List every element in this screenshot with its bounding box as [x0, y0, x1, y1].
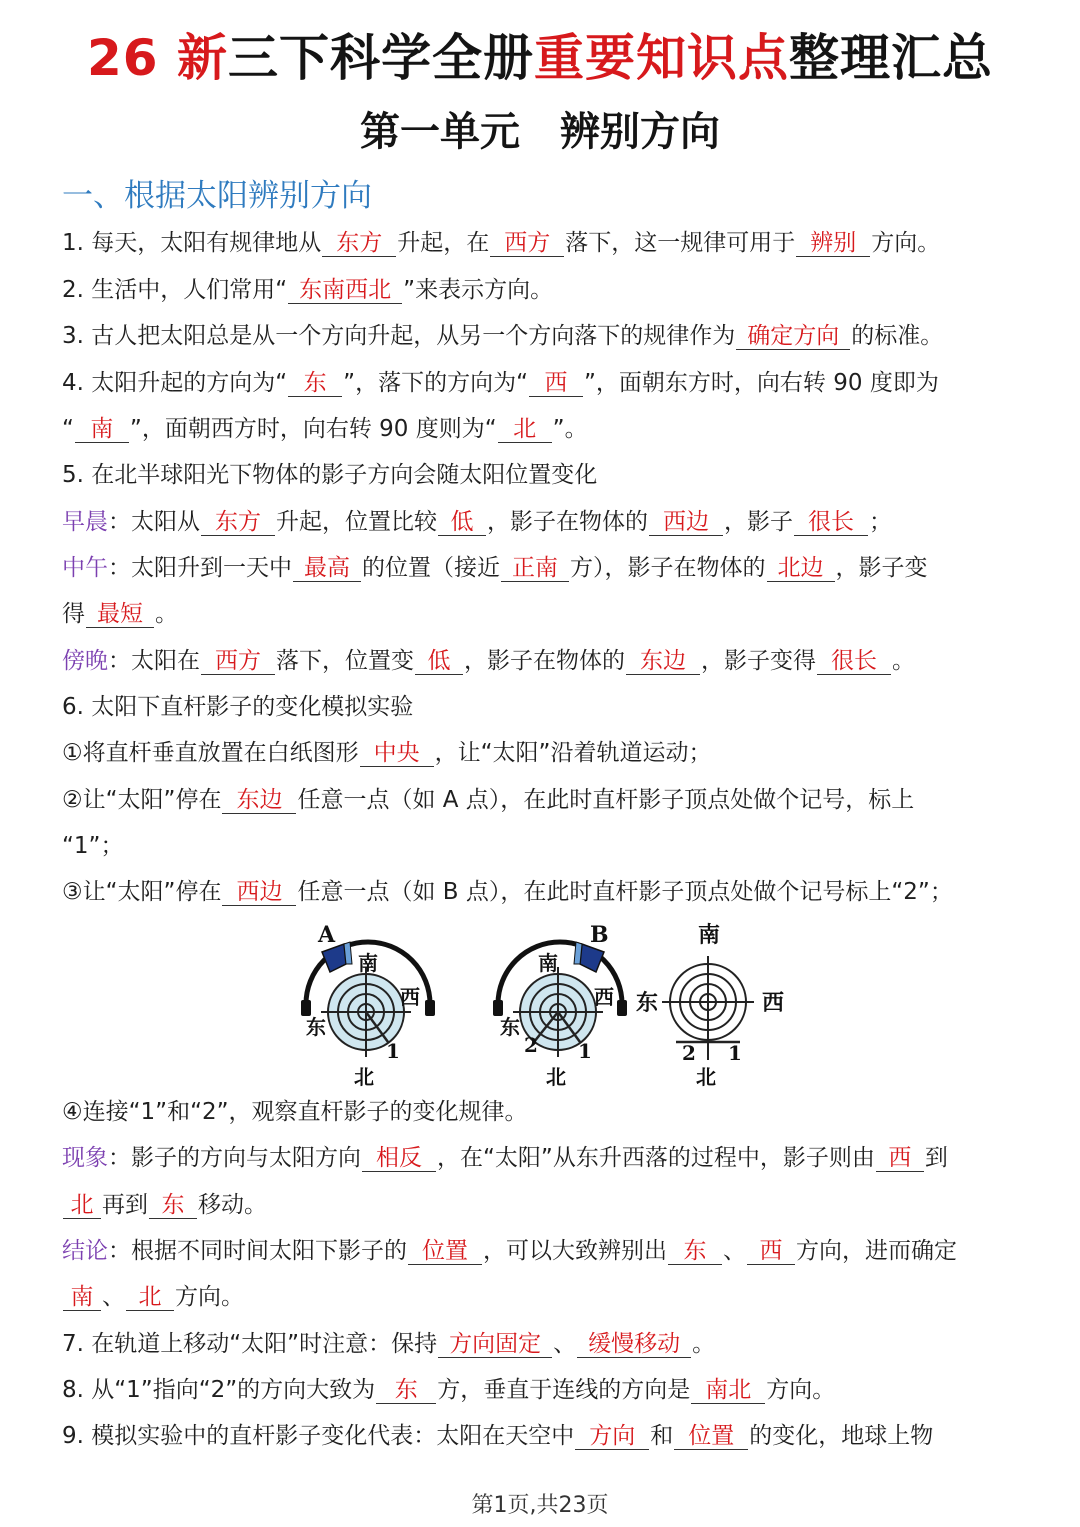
answer-blank: 位置: [674, 1423, 748, 1450]
answer-blank: 东方: [201, 509, 275, 536]
item-2: 2. 生活中，人们常用“ 东南西北 ”来表示方向。: [62, 277, 554, 303]
mark-2-label: 2: [682, 1041, 696, 1065]
west-label: 西: [400, 985, 420, 1009]
sun-label: B: [590, 922, 609, 948]
answer-blank: 南北: [691, 1377, 765, 1404]
answer-blank: 正南: [501, 555, 569, 582]
answer-blank: 位置: [408, 1238, 482, 1265]
answer-blank: 西: [529, 370, 583, 397]
step-1: ①将直杆垂直放置在白纸图形 中央 ，让“太阳”沿着轨道运动；: [62, 740, 712, 766]
diagram-sun-west: [493, 922, 627, 1089]
answer-blank: 北: [63, 1192, 101, 1219]
answer-blank: 方向: [575, 1423, 649, 1450]
answer-blank: 东边: [626, 648, 700, 675]
step-3: ③让“太阳”停在 西边 任意一点（如 B 点），在此时直杆影子顶点处做个记号标上“2”；: [62, 879, 953, 905]
page-indicator: 第1页,共23页: [471, 1493, 609, 1518]
item-9: 9. 模拟实验中的直杆影子变化代表：太阳在天空中 方向 和 位置 的变化，地球上物: [62, 1423, 934, 1449]
answer-blank: 东边: [222, 787, 296, 814]
document-title: 26 新三下科学全册重要知识点整理汇总: [87, 29, 993, 87]
item-4-cont: “ 南 ”，面朝西方时，向右转 90 度则为“ 北 ”。: [62, 416, 588, 442]
answer-blank: 东: [668, 1238, 722, 1265]
answer-blank: 低: [415, 648, 463, 675]
answer-blank: 相反: [362, 1145, 436, 1172]
label-evening: 傍晚: [62, 648, 108, 674]
answer-blank: 最短: [86, 601, 154, 628]
answer-blank: 南: [75, 416, 129, 443]
east-label: 东: [636, 990, 659, 1016]
phenomenon-line-cont: 北 再到 东 移动。: [62, 1190, 1027, 1220]
answer-blank: 北边: [767, 555, 835, 582]
answer-blank: 西: [876, 1145, 924, 1172]
morning-line: 早晨：太阳从 东方 升起，位置比较 低 ，影子在物体的 西边 ，影子 很长 ；: [62, 509, 892, 535]
mark-2-label: 2: [524, 1033, 538, 1057]
diagram-sun-east: [301, 922, 435, 1089]
label-noon: 中午: [62, 555, 108, 581]
answer-blank: 南: [63, 1284, 101, 1311]
west-label: 西: [594, 985, 614, 1009]
conclusion-line-cont: 南 、 北 方向。: [62, 1282, 1027, 1312]
east-label: 东: [306, 1015, 326, 1039]
east-label: 东: [500, 1015, 520, 1039]
answer-blank: 西: [747, 1238, 795, 1265]
answer-blank: 中央: [360, 740, 434, 767]
north-label: 北: [546, 1065, 566, 1089]
mark-1-label: 1: [728, 1041, 742, 1065]
item-3: 3. 古人把太阳总是从一个方向升起，从另一个方向落下的规律作为 确定方向 的标准。: [62, 323, 944, 349]
north-label: 北: [354, 1065, 374, 1089]
item-1: 1. 每天，太阳有规律地从 东方 升起，在 西方 落下，这一规律可用于 辨别 方向。: [62, 230, 941, 256]
step-2: ②让“太阳”停在 东边 任意一点（如 A 点），在此时直杆影子顶点处做个记号，标上: [62, 787, 915, 813]
sun-label: A: [318, 922, 336, 948]
conclusion-line: 结论：根据不同时间太阳下影子的 位置 ，可以大致辨别出 东 、 西 方向，进而确定: [62, 1238, 957, 1264]
answer-blank: 东: [149, 1192, 197, 1219]
north-label: 北: [696, 1065, 716, 1089]
item-7: 7. 在轨道上移动“太阳”时注意：保持 方向固定 、 缓慢移动 。: [62, 1331, 716, 1357]
item-6: 6. 太阳下直杆影子的变化模拟实验: [62, 694, 414, 720]
label-conclusion: 结论: [62, 1238, 108, 1264]
answer-blank: 辨别: [796, 230, 870, 257]
answer-blank: 西方: [201, 648, 275, 675]
diagram-result: [636, 922, 784, 1089]
answer-blank: 确定方向: [736, 323, 850, 350]
shadow-experiment-figure: [288, 912, 798, 1094]
answer-blank: 缓慢移动: [577, 1331, 691, 1358]
south-label: 南: [358, 951, 378, 975]
answer-blank: 很长: [794, 509, 868, 536]
answer-blank: 西方: [490, 230, 564, 257]
answer-blank: 北: [126, 1284, 174, 1311]
answer-blank: 最高: [293, 555, 361, 582]
phenomenon-line: 现象：影子的方向与太阳方向 相反 ，在“太阳”从东升西落的过程中，影子则由 西 到: [62, 1145, 948, 1171]
south-label: 南: [538, 951, 558, 975]
mark-1-label: 1: [578, 1039, 592, 1063]
mark-1-label: 1: [386, 1039, 400, 1063]
south-label: 南: [698, 922, 721, 948]
answer-blank: 东: [376, 1377, 436, 1404]
answer-blank: 很长: [817, 648, 891, 675]
item-8: 8. 从“1”指向“2”的方向大致为 东 方，垂直于连线的方向是 南北 方向。: [62, 1377, 836, 1403]
answer-blank: 东: [288, 370, 342, 397]
answer-blank: 东南西北: [288, 277, 402, 304]
answer-blank: 方向固定: [438, 1331, 552, 1358]
noon-line: 中午：太阳升到一天中 最高 的位置（接近 正南 方），影子在物体的 北边 ，影子变: [62, 555, 928, 581]
section-title: 一、根据太阳辨别方向: [62, 178, 372, 214]
label-phenomenon: 现象: [62, 1145, 108, 1171]
step-2-cont: “1”；: [62, 833, 124, 859]
answer-blank: 东方: [322, 230, 396, 257]
west-label: 西: [762, 990, 785, 1016]
step-4: ④连接“1”和“2”，观察直杆影子的变化规律。: [62, 1099, 528, 1125]
label-morning: 早晨: [62, 509, 108, 535]
unit-title: 第一单元 辨别方向: [360, 109, 720, 155]
answer-blank: 西边: [649, 509, 723, 536]
evening-line: 傍晚：太阳在 西方 落下，位置变 低 ，影子在物体的 东边 ，影子变得 很长 。: [62, 648, 915, 674]
answer-blank: 西边: [222, 879, 296, 906]
answer-blank: 北: [498, 416, 552, 443]
item-5: 5. 在北半球阳光下物体的影子方向会随太阳位置变化: [62, 462, 598, 488]
noon-line-cont: 得 最短 。: [62, 601, 178, 627]
answer-blank: 低: [438, 509, 486, 536]
item-4: 4. 太阳升起的方向为“ 东 ”，落下的方向为“ 西 ”，面朝东方时，向右转 90 度即为: [62, 370, 939, 396]
